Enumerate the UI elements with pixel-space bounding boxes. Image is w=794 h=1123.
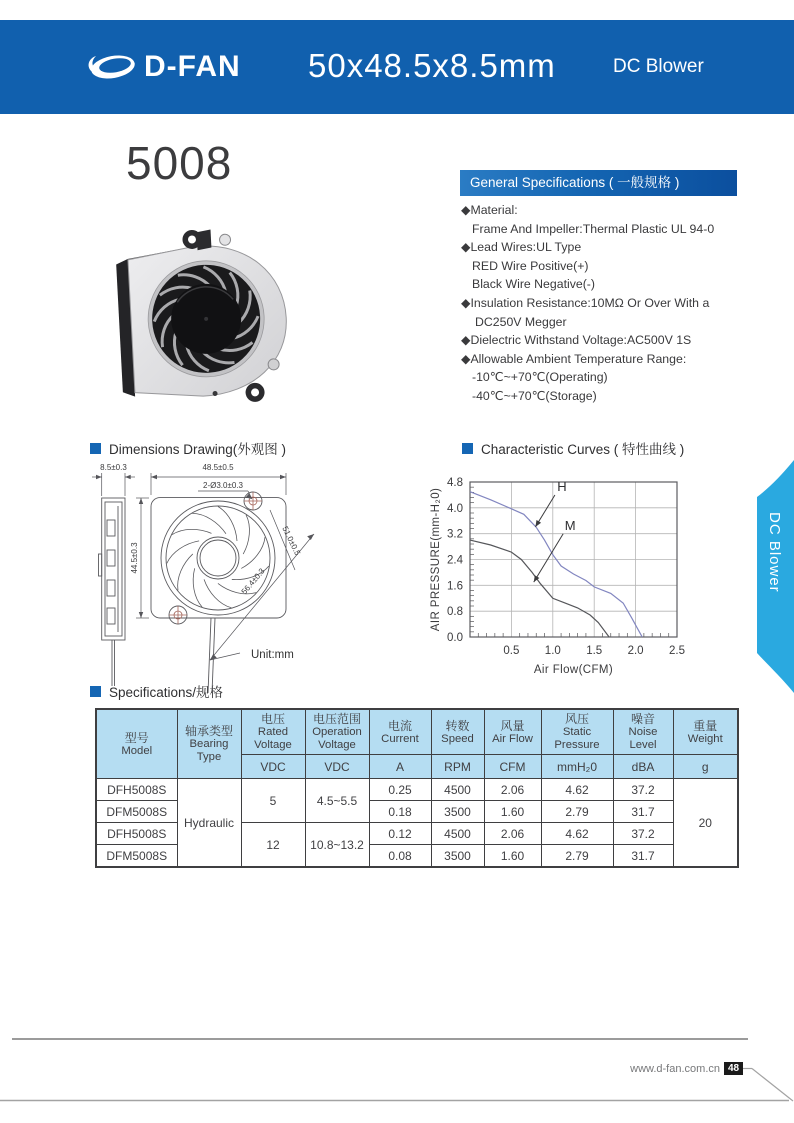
section-title-text: Dimensions Drawing(外观图 )	[109, 442, 287, 457]
svg-text:0.0: 0.0	[447, 632, 463, 644]
dim-height: 44.5±0.3	[130, 542, 139, 574]
side-tab-dc-blower	[757, 460, 794, 693]
svg-text:0.5: 0.5	[503, 645, 520, 657]
dim-housing-dia: 51.0±0.5	[280, 524, 303, 557]
col-header-air-flow: 风量 Air Flow	[484, 709, 541, 755]
spec-line: ◆Allowable Ambient Temperature Range:	[461, 351, 687, 366]
cell-air-flow: 1.60	[484, 845, 541, 868]
section-title-text: Characteristic Curves ( 特性曲线 )	[481, 442, 685, 457]
spec-line: -10℃~+70℃(Operating)	[472, 370, 608, 385]
svg-text:4.8: 4.8	[447, 477, 463, 489]
spec-line: -40℃~+70℃(Storage)	[472, 388, 597, 403]
unit-operation-voltage: VDC	[305, 755, 369, 779]
mounting-hole-crosshairs	[169, 492, 262, 624]
cell-static-pressure: 2.79	[541, 801, 613, 823]
cell-noise: 31.7	[613, 845, 673, 868]
dim-width: 48.5±0.5	[202, 463, 234, 472]
col-header-static-pressure: 风压 Static Pressure	[541, 709, 613, 755]
cell-model: DFM5008S	[96, 801, 177, 823]
table-row	[96, 779, 738, 801]
specifications-table	[95, 708, 739, 868]
spec-line: RED Wire Positive(+)	[472, 258, 589, 273]
unit-speed: RPM	[431, 755, 484, 779]
svg-text:0.8: 0.8	[447, 606, 463, 619]
unit-static-pressure: mmH₂0	[541, 755, 613, 779]
footer-page-number: 48	[724, 1062, 743, 1075]
unit-weight: g	[673, 755, 738, 779]
cell-speed: 4500	[431, 779, 484, 801]
cell-speed: 3500	[431, 845, 484, 868]
cell-current: 0.25	[369, 779, 431, 801]
unit-label: Unit:mm	[251, 649, 294, 661]
cell-static-pressure: 4.62	[541, 779, 613, 801]
section-title-text: Specifications/规格	[109, 685, 224, 700]
product-model-number: 5008	[126, 137, 233, 189]
spec-line: Frame And Impeller:Thermal Plastic UL 94-0	[472, 221, 715, 236]
svg-text:2.0: 2.0	[627, 645, 644, 657]
svg-text:1.5: 1.5	[586, 645, 603, 657]
header-band	[0, 20, 794, 114]
spec-line: ◆Lead Wires:UL Type	[461, 240, 582, 255]
cell-static-pressure: 4.62	[541, 823, 613, 845]
svg-text:2.5: 2.5	[669, 645, 685, 657]
section-title-curves	[462, 438, 684, 458]
dimensions-drawing	[88, 458, 448, 700]
cell-speed: 4500	[431, 823, 484, 845]
footer-website-link[interactable]: www.d-fan.com.cn	[630, 1063, 720, 1075]
col-header-bearing: 轴承类型 Bearing Type	[177, 709, 241, 779]
col-header-current: 电流 Current	[369, 709, 431, 755]
svg-text:Air Flow(CFM): Air Flow(CFM)	[533, 664, 614, 676]
cell-air-flow: 1.60	[484, 801, 541, 823]
page-subtitle: DC Blower	[613, 56, 704, 77]
cell-noise: 31.7	[613, 801, 673, 823]
page-title: 50x48.5x8.5mm	[308, 47, 556, 84]
svg-text:AIR PRESSURE(mm-H₂0): AIR PRESSURE(mm-H₂0)	[430, 487, 442, 632]
col-header-weight: 重量 Weight	[673, 709, 738, 755]
cell-bearing: Hydraulic	[177, 779, 241, 868]
spec-line: ◆Material:	[461, 203, 518, 217]
col-header-rated-voltage: 电压 Rated Voltage	[241, 709, 305, 755]
dim-hole-pitch: 56.4±0.3	[239, 566, 267, 597]
unit-air-flow: CFM	[484, 755, 541, 779]
cell-current: 0.12	[369, 823, 431, 845]
cell-current: 0.08	[369, 845, 431, 868]
brand-name: D-FAN	[144, 50, 241, 83]
cell-weight: 20	[673, 779, 738, 868]
cell-static-pressure: 2.79	[541, 845, 613, 868]
svg-text:1.6: 1.6	[447, 580, 463, 593]
dim-holes: 2-Ø3.0±0.3	[203, 481, 243, 490]
col-header-model: 型号 Model	[96, 709, 177, 779]
cell-rated-voltage: 5	[241, 779, 305, 823]
col-header-noise: 噪音 Noise Level	[613, 709, 673, 755]
section-bullet-icon	[90, 443, 101, 454]
product-photo-fan	[103, 196, 303, 411]
d-fan-logo-icon	[86, 50, 138, 84]
svg-text:1.0: 1.0	[544, 645, 561, 657]
col-header-speed: 转数 Speed	[431, 709, 484, 755]
svg-text:3.2: 3.2	[447, 528, 463, 541]
section-bullet-icon	[462, 443, 473, 454]
dim-thickness: 8.5±0.3	[100, 463, 127, 472]
spec-line: ◆Dielectric Withstand Voltage:AC500V 1S	[461, 333, 692, 348]
side-tab-label: DC Blower	[766, 512, 783, 593]
cell-operation-voltage: 10.8~13.2	[305, 823, 369, 868]
cell-model: DFM5008S	[96, 845, 177, 868]
general-specs-list	[461, 201, 751, 406]
spec-line: ◆Insulation Resistance:10MΩ Or Over With a	[461, 295, 710, 310]
col-header-operation-voltage: 电压范围 Operation Voltage	[305, 709, 369, 755]
spec-line: DC250V Megger	[475, 314, 567, 329]
section-title-dimensions	[90, 438, 286, 458]
unit-rated-voltage: VDC	[241, 755, 305, 779]
svg-text:M: M	[564, 517, 576, 533]
cell-rated-voltage: 12	[241, 823, 305, 868]
cell-noise: 37.2	[613, 823, 673, 845]
cell-air-flow: 2.06	[484, 823, 541, 845]
svg-text:H: H	[557, 479, 567, 495]
cell-current: 0.18	[369, 801, 431, 823]
cell-noise: 37.2	[613, 779, 673, 801]
svg-text:2.4: 2.4	[447, 554, 463, 567]
general-specs-header: General Specifications ( 一般规格 )	[460, 170, 737, 196]
cell-air-flow: 2.06	[484, 779, 541, 801]
characteristic-curves-chart	[428, 458, 750, 685]
cell-model: DFH5008S	[96, 823, 177, 845]
unit-noise: dBA	[613, 755, 673, 779]
spec-line: Black Wire Negative(-)	[472, 277, 595, 292]
cell-speed: 3500	[431, 801, 484, 823]
brand-logo	[86, 50, 241, 84]
cell-operation-voltage: 4.5~5.5	[305, 779, 369, 823]
cell-model: DFH5008S	[96, 779, 177, 801]
unit-current: A	[369, 755, 431, 779]
svg-text:4.0: 4.0	[447, 502, 463, 515]
